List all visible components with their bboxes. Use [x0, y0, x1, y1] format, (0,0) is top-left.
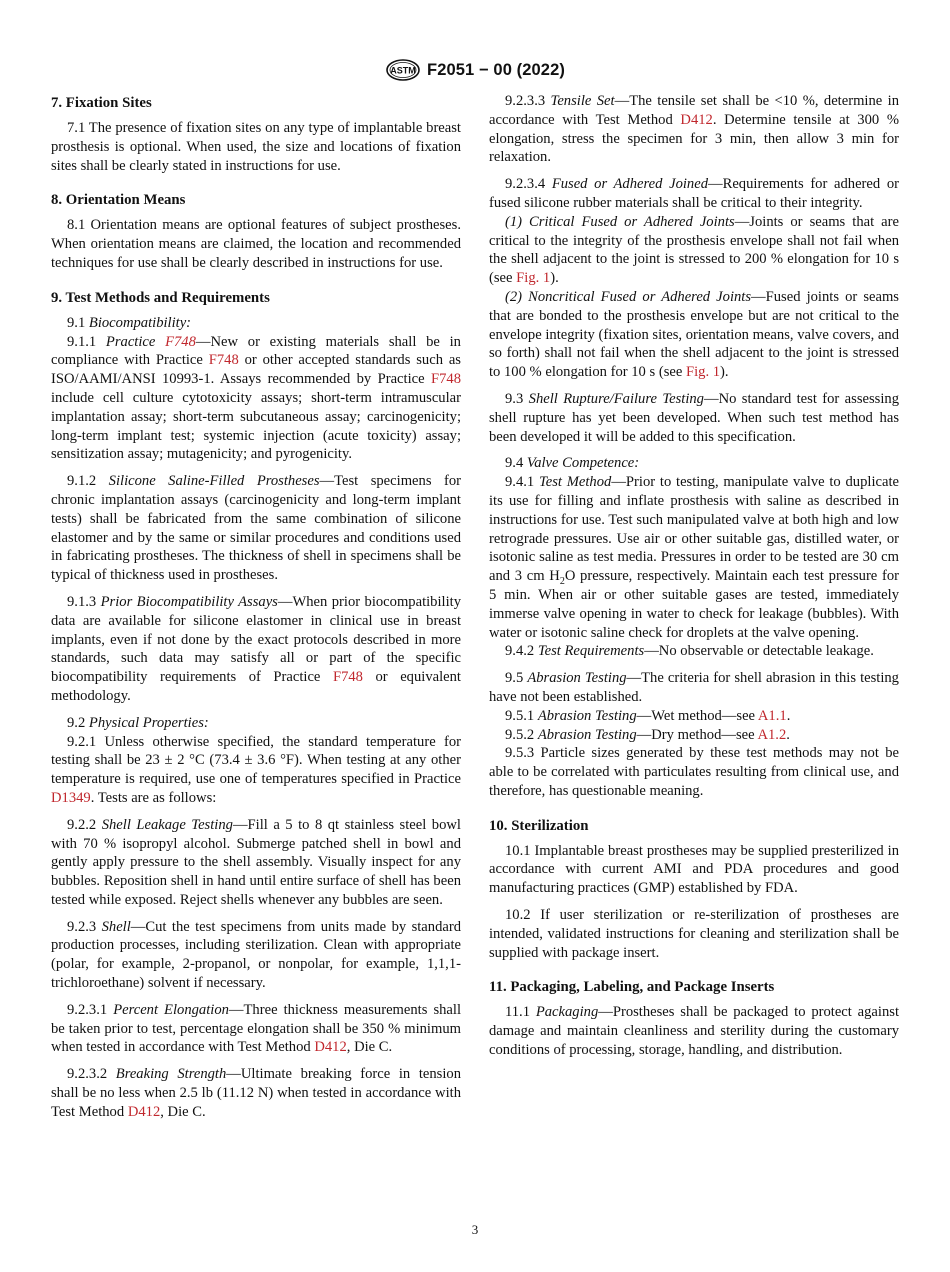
- ref-fig-1[interactable]: Fig. 1: [516, 270, 551, 287]
- svg-text:ASTM: ASTM: [390, 65, 416, 76]
- paragraph-9-2-3-4: 9.2.3.4 Fused or Adhered Joined—Requirements for adhered or fused silicone rubber materials shall be critical to their integrity.: [489, 176, 900, 211]
- paragraph-9-1-1: 9.1.1 Practice F748—New or existing materials shall be in compliance with Practice F748 or other accepted standards such as ISO/AAMI/ANSI 10993-1. Assays recommended by Practice F748 include cell culture cytotoxicity assays; short-term intramuscular implantation assay; short-term subcutaneous assay; carcinogenicity; long-term implant test; systemic injection (acute toxicity) assay; sensitization assay; mutagenicity; and pyrogenicity.: [51, 333, 461, 463]
- ref-fig-1[interactable]: Fig. 1: [685, 364, 721, 381]
- paragraph-critical-joints: (1) Critical Fused or Adhered Joints—Joints or seams that are critical to the integrity of the prosthesis envelope shall not fail when the shell adjacent to the joint is stressed to 200 % elongation for 10 s (see Fig. 1).: [489, 213, 899, 287]
- section-9-heading: 9. Test Methods and Requirements: [51, 289, 270, 306]
- paragraph-9-2-3-3: 9.2.3.3 Tensile Set—The tensile set shall be <10 %, determine in accordance with Test Method D412. Determine tensile at 300 % elongation, stress the specimen for 3 min, then allow 3 min for relaxation.: [489, 93, 899, 166]
- ref-a1-2[interactable]: A1.2: [757, 726, 787, 743]
- paragraph-9-5-3: 9.5.3 Particle sizes generated by these test methods may not be able to be correlated with particulates resulting from clinical use, and therefore, has questionable meaning.: [489, 745, 899, 799]
- ref-d412[interactable]: D412: [680, 111, 713, 128]
- paragraph-9-2-3-2: 9.2.3.2 Breaking Strength—Ultimate breaking force in tension shall be no less when 2.5 lb (11.12 N) when tested in accordance with Test Method D412, Die C.: [51, 1066, 461, 1120]
- section-10-heading: 10. Sterilization: [489, 817, 589, 834]
- left-column: [51, 92, 461, 1122]
- paragraph-9-5: 9.5 Abrasion Testing—The criteria for shell abrasion in this testing have not been established.: [489, 670, 899, 705]
- paragraph-9-5-2: 9.5.2 Abrasion Testing—Dry method—see A1.2.: [505, 726, 790, 743]
- paragraph-9-1: 9.1 Biocompatibility:: [67, 314, 192, 331]
- ref-f748[interactable]: F748: [430, 371, 461, 388]
- paragraph-9-1-3: 9.1.3 Prior Biocompatibility Assays—When prior biocompatibility data are available for silicone elastomer in clinical use in breast implants, even if not done by the exact protocols described in more standards, such data may satisfy all or part of the specific biocompatibility requirements of Practice F748 or equivalent methodology.: [51, 593, 461, 704]
- paragraph-9-4-2: 9.4.2 Test Requirements—No observable or detectable leakage.: [505, 643, 874, 660]
- paragraph-10-1: 10.1 Implantable breast prostheses may be supplied presterilized in accordance with current AMI and PDA procedures and good manufacturing practices (GMP) established by FDA.: [489, 842, 899, 897]
- paragraph-9-4: 9.4 Valve Competence:: [505, 455, 640, 472]
- right-column: [489, 92, 899, 1060]
- section-8-heading: 8. Orientation Means: [51, 192, 186, 209]
- page-number: 3: [471, 1222, 479, 1237]
- paragraph-9-2-3: 9.2.3 Shell—Cut the test specimens from units made by standard production processes, including sterilization. Clean with appropriate (polar, for example, 2-propanol, or nonpolar, for example, 1,1,1-trichloroethane) solvent if necessary.: [51, 918, 462, 992]
- paragraph-9-5-1: 9.5.1 Abrasion Testing—Wet method—see A1.1.: [505, 707, 791, 724]
- section-11-heading: 11. Packaging, Labeling, and Package Inserts: [489, 979, 775, 996]
- paragraph-8-1: 8.1 Orientation means are optional features of subject prostheses. When orientation means are claimed, the location and recommended techniques for use shall be clearly described in instructions for use.: [51, 217, 461, 271]
- paragraph-10-2: 10.2 If user sterilization or re-sterilization of prostheses are intended, validated instructions for cleaning and sterilization shall be supplied with package insert.: [489, 907, 899, 961]
- ref-f748[interactable]: F748: [165, 333, 196, 350]
- paragraph-9-3: 9.3 Shell Rupture/Failure Testing—No standard test for assessing shell rupture has yet been developed. When such test method has been developed it will be added to this specification.: [489, 390, 899, 445]
- paragraph-9-2-3-1: 9.2.3.1 Percent Elongation—Three thickness measurements shall be taken prior to test, percentage elongation shall be 350 % minimum when tested in accordance with Test Method D412, Die C.: [51, 1001, 462, 1056]
- paragraph-noncritical-joints: (2) Noncritical Fused or Adhered Joints—Fused joints or seams that are bonded to the prosthesis envelope but are not critical to the envelope integrity (fixation sites, orientation means, valve covers, and so forth) shall not fail when the shell adjacent to the joint is stressed to 100 % elongation for 10 s (see Fig. 1).: [489, 288, 899, 381]
- astm-logo-icon: [385, 59, 421, 81]
- paragraph-9-2: 9.2 Physical Properties:: [67, 714, 209, 731]
- ref-f748[interactable]: F748: [208, 352, 239, 369]
- ref-f748[interactable]: F748: [332, 669, 363, 686]
- ref-d1349[interactable]: D1349: [51, 789, 91, 806]
- paragraph-11-1: 11.1 Packaging—Prostheses shall be packaged to protect against damage and maintain cleanliness and sterility during the customary conditions of processing, storage, handling, and distribution.: [489, 1004, 899, 1059]
- page-header: [0, 58, 950, 82]
- ref-a1-1[interactable]: A1.1: [757, 707, 787, 724]
- ref-d412[interactable]: D412: [314, 1039, 347, 1056]
- paragraph-7-1: 7.1 The presence of fixation sites on any type of implantable breast prosthesis is optional. When used, the size and locations of fixation sites shall be clearly stated in instructions for use.: [51, 120, 461, 174]
- section-7-heading: 7. Fixation Sites: [51, 95, 152, 111]
- paragraph-9-4-1: 9.4.1 Test Method—Prior to testing, manipulate valve to duplicate its use for filling and inflate prosthesis with saline as described in instructions for use. Test such manipulated valve at both high and low retrograde pressures. Use air or other suitable gas, distilled water, or isotonic saline as test media. Pressures in order to be tested are 30 cm and 3 cm $H_2O$ pressure, respectively. Maintain each test pressure for 5 min. When air or other suitable gases are tested, immediately immerse valve opening in water to check for leakage (bubbles). With water or isotonic saline check for droplets at the valve opening.: [489, 474, 899, 641]
- ref-d412[interactable]: D412: [127, 1103, 161, 1120]
- document-id: F2051 − 00 (2022): [427, 60, 565, 79]
- paragraph-9-2-2: 9.2.2 Shell Leakage Testing—Fill a 5 to 8 qt stainless steel bowl with 70 % isopropyl alcohol. Submerge patched shell in bowl and gently apply pressure to the shell assembly. Visually inspect for any bubbles. Reposition shell in hand until entire surface of shell has been tested while exposed. Reject shells whenever any bubbles are seen.: [51, 816, 461, 908]
- paragraph-9-2-1: 9.2.1 Unless otherwise specified, the standard temperature for testing shall be 23 ± 2 °C (73.4 ± 3.6 °F). When testing at any other temperature is required, use one of temperatures specified in Practice D1349. Tests are as follows:: [51, 733, 461, 806]
- paragraph-9-1-2: 9.1.2 Silicone Saline-Filled Prostheses—Test specimens for chronic implantation assays (carcinogenicity and long-term implant tests) shall be fabricated from the same combination of silicone elastomer and by the same or similar procedures and conditions used in fabricating prostheses. The thickness of shell in specimens shall be typical of thickness used in prostheses.: [51, 473, 461, 584]
